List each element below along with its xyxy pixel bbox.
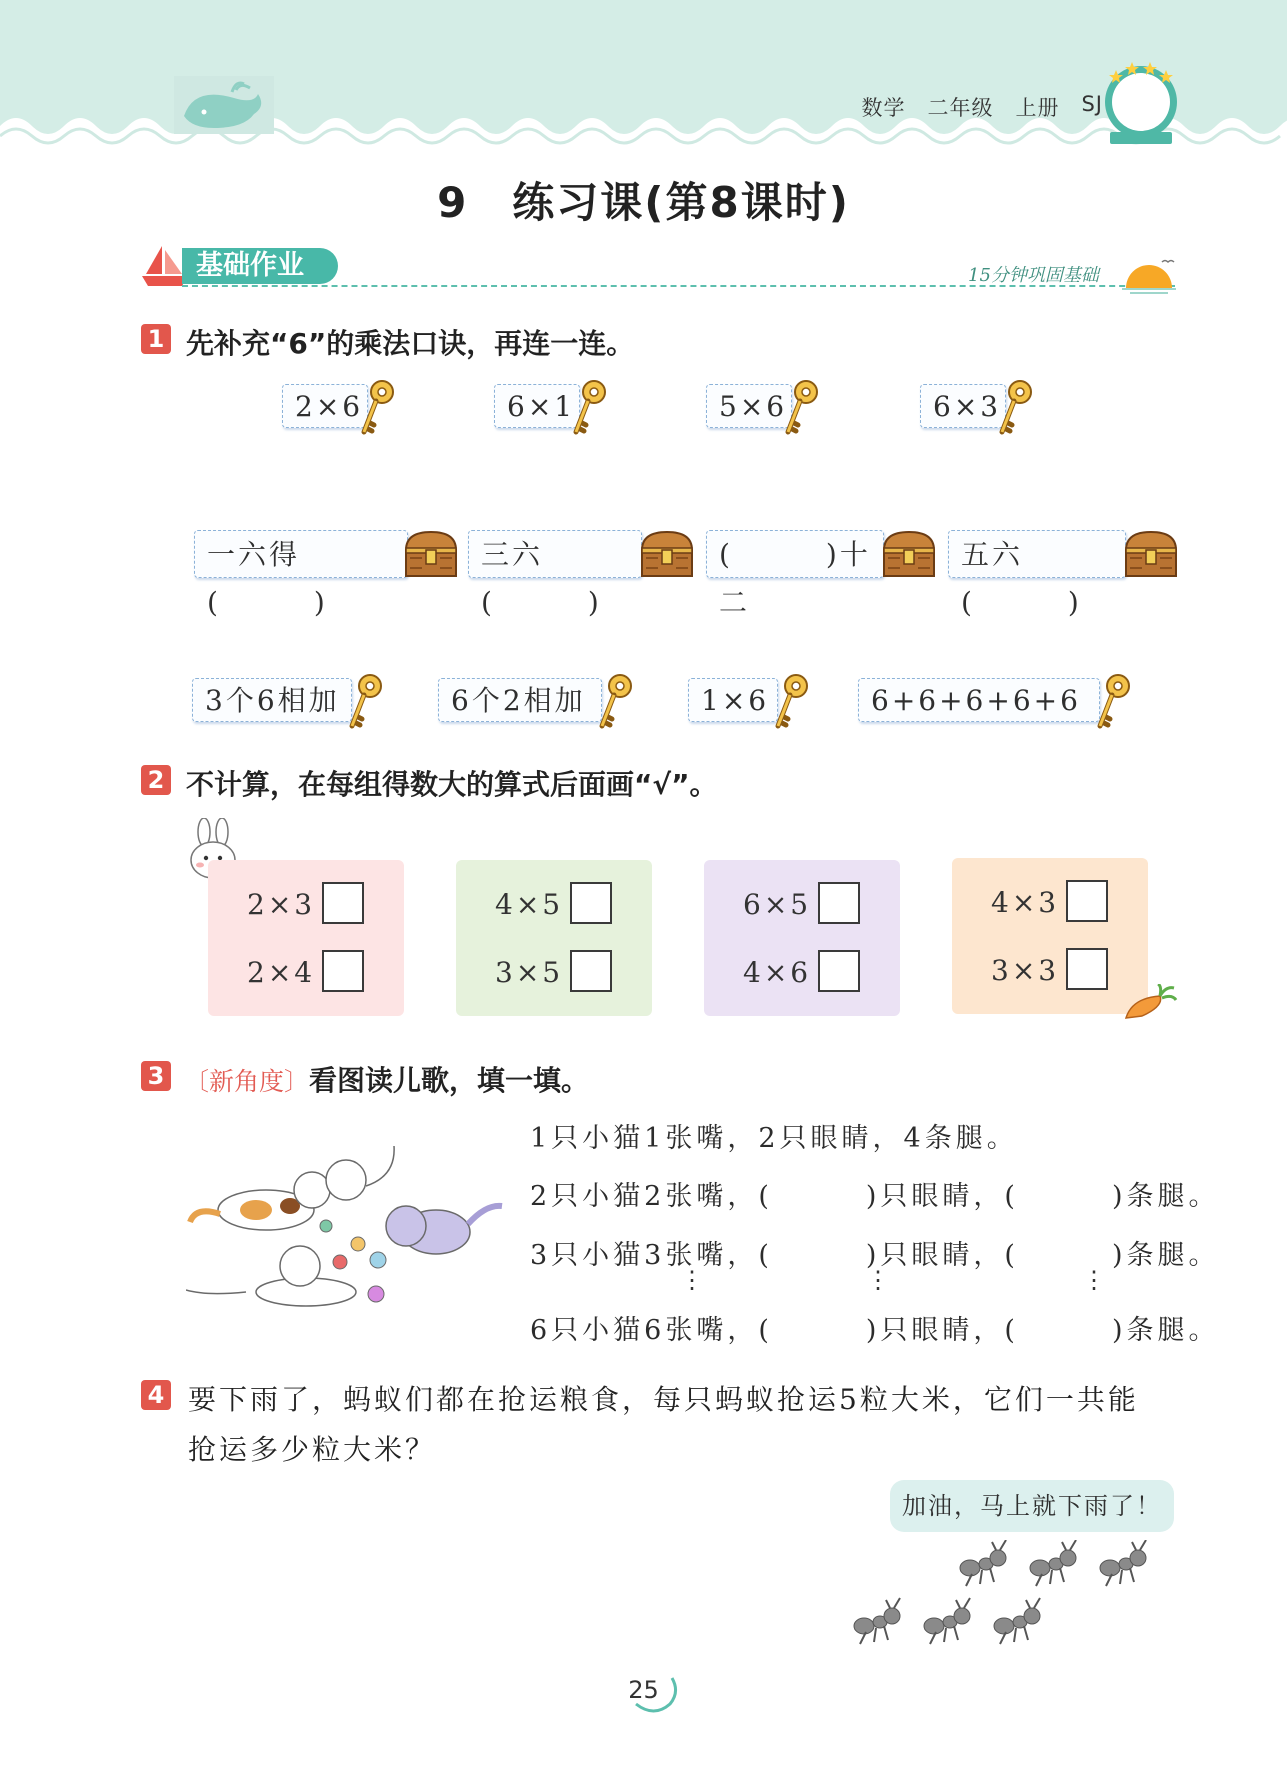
question-2-number: 2 bbox=[141, 765, 171, 795]
rhyme-line: 2只小猫2张嘴，( )只眼睛，( )条腿。 bbox=[530, 1181, 1220, 1212]
check-box[interactable] bbox=[1066, 880, 1108, 922]
volume-label: 上册 bbox=[1015, 96, 1060, 120]
ellipsis-dots: ⋮ bbox=[680, 1266, 704, 1294]
check-box[interactable] bbox=[322, 950, 364, 992]
key-icon bbox=[568, 378, 610, 436]
expression-a: 6×5 bbox=[743, 888, 812, 921]
chest-card[interactable]: ( )十二 bbox=[706, 530, 884, 578]
sunrise-icon bbox=[1122, 258, 1176, 294]
key-icon bbox=[1092, 672, 1134, 730]
chest-card[interactable]: 五六( ) bbox=[948, 530, 1126, 578]
key-card[interactable]: 2×6 bbox=[282, 384, 368, 428]
expression-b: 4×6 bbox=[743, 956, 812, 989]
page-number: 25 bbox=[628, 1676, 659, 1704]
rhyme-line: 3只小猫3张嘴，( )只眼睛，( )条腿。 bbox=[530, 1240, 1220, 1271]
key-icon bbox=[780, 378, 822, 436]
expression-b: 2×4 bbox=[247, 956, 316, 989]
question-3-text bbox=[184, 1059, 589, 1099]
compare-group-panel bbox=[456, 860, 652, 1016]
key-card[interactable]: 3个6相加 bbox=[192, 678, 352, 722]
key-icon bbox=[994, 378, 1036, 436]
question-4-text-line-2: 抢运多少粒大米？ bbox=[188, 1433, 437, 1466]
chest-card[interactable]: 一六得( ) bbox=[194, 530, 408, 578]
expression-b: 3×5 bbox=[495, 956, 564, 989]
key-card[interactable]: 6×3 bbox=[920, 384, 1006, 428]
ants-illustration bbox=[850, 1540, 1170, 1660]
ellipsis-dots: ⋮ bbox=[1082, 1266, 1106, 1294]
ellipsis-dots: ⋮ bbox=[866, 1266, 890, 1294]
new-angle-tag: 〔新角度〕 bbox=[184, 1067, 310, 1096]
carrot-icon bbox=[1122, 984, 1178, 1022]
section-label: 基础作业 bbox=[182, 248, 338, 284]
check-box[interactable] bbox=[818, 882, 860, 924]
check-box[interactable] bbox=[1066, 948, 1108, 990]
treasure-chest-icon bbox=[638, 528, 696, 580]
expression-a: 4×5 bbox=[495, 888, 564, 921]
header-meta bbox=[861, 92, 1103, 122]
key-icon bbox=[770, 672, 812, 730]
rhyme-line: 1只小猫1张嘴，2只眼睛，4条腿。 bbox=[530, 1123, 1018, 1154]
key-card[interactable]: 1×6 bbox=[688, 678, 778, 722]
check-box[interactable] bbox=[570, 882, 612, 924]
question-2-text: 不计算，在每组得数大的算式后面画“√”。 bbox=[186, 768, 718, 801]
question-4-number: 4 bbox=[141, 1380, 171, 1410]
key-icon bbox=[594, 672, 636, 730]
brand-badge-logo bbox=[1102, 58, 1180, 148]
expression-a: 4×3 bbox=[991, 886, 1060, 919]
key-icon bbox=[344, 672, 386, 730]
compare-group-panel bbox=[952, 858, 1148, 1014]
check-box[interactable] bbox=[818, 950, 860, 992]
kittens-illustration bbox=[186, 1140, 508, 1310]
key-card[interactable]: 6个2相加 bbox=[438, 678, 602, 722]
check-box[interactable] bbox=[322, 882, 364, 924]
question-4-text-line-1: 要下雨了，蚂蚁们都在抢运粮食，每只蚂蚁抢运5粒大米，它们一共能 bbox=[188, 1383, 1139, 1416]
question-1-number: 1 bbox=[141, 324, 171, 354]
chest-card[interactable]: 三六( ) bbox=[468, 530, 642, 578]
expression-b: 3×3 bbox=[991, 954, 1060, 987]
key-card[interactable]: 6+6+6+6+6 bbox=[858, 678, 1100, 722]
expression-a: 2×3 bbox=[247, 888, 316, 921]
speech-bubble: 加油，马上就下雨了！ bbox=[890, 1480, 1174, 1532]
edition-label: SJ bbox=[1081, 92, 1103, 116]
question-3-number: 3 bbox=[141, 1061, 171, 1091]
key-icon bbox=[356, 378, 398, 436]
grade-label: 二年级 bbox=[927, 96, 994, 120]
treasure-chest-icon bbox=[880, 528, 938, 580]
key-card[interactable]: 5×6 bbox=[706, 384, 792, 428]
section-note: 15分钟巩固基础 bbox=[968, 265, 1099, 286]
treasure-chest-icon bbox=[1122, 528, 1180, 580]
treasure-chest-icon bbox=[402, 528, 460, 580]
whale-icon bbox=[174, 76, 274, 134]
compare-group-panel bbox=[704, 860, 900, 1016]
key-card[interactable]: 6×1 bbox=[494, 384, 580, 428]
check-box[interactable] bbox=[570, 950, 612, 992]
subject-label: 数学 bbox=[861, 96, 906, 120]
rhyme-line: 6只小猫6张嘴，( )只眼睛，( )条腿。 bbox=[530, 1315, 1220, 1346]
question-3-prompt: 看图读儿歌，填一填。 bbox=[309, 1064, 590, 1097]
compare-group-panel bbox=[208, 860, 404, 1016]
page-title: 9 练习课(第8课时) bbox=[437, 178, 850, 227]
question-1-text: 先补充“6”的乘法口诀，再连一连。 bbox=[186, 327, 635, 360]
